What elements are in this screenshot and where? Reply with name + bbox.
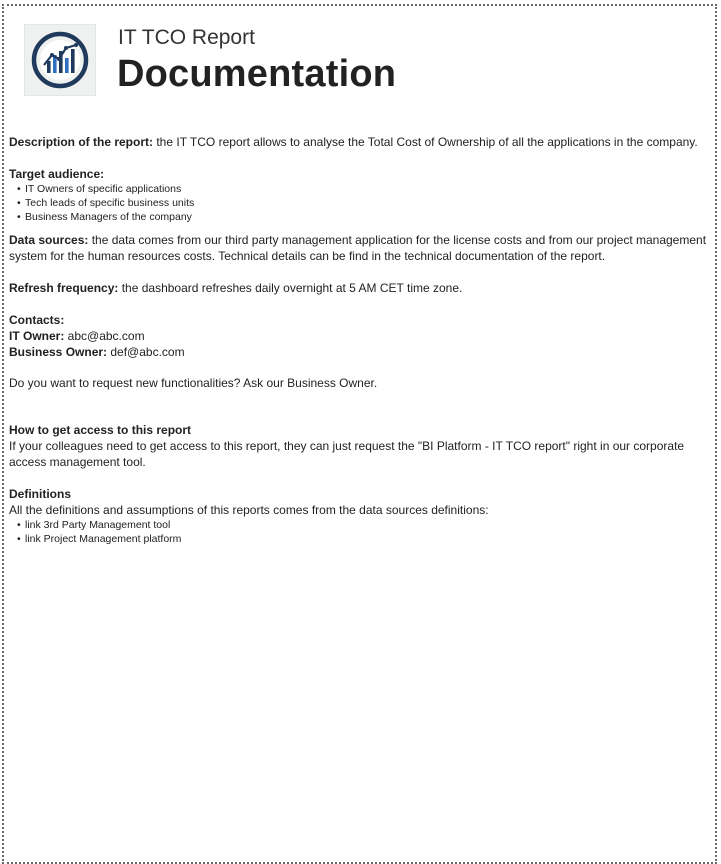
link-third-party-tool[interactable]: • link 3rd Party Management tool — [24, 518, 709, 532]
list-item: • Business Managers of the company — [24, 210, 709, 224]
data-sources-text: the data comes from our third party management application for the license costs and from our project management system for the human resources costs. Technical details can be find in the technical documentation of the report. — [9, 233, 707, 263]
definitions-heading-text: Definitions — [9, 487, 71, 501]
link-project-management[interactable]: • link Project Management platform — [24, 532, 709, 546]
definitions-links — [9, 518, 709, 546]
documentation-body — [9, 134, 709, 546]
business-owner-line — [9, 344, 709, 360]
access-heading-text: How to get access to this report — [9, 423, 192, 437]
page-title: Documentation — [117, 53, 397, 95]
refresh-label: Refresh frequency: — [9, 281, 119, 295]
contacts-label: Contacts: — [9, 313, 65, 327]
list-item: • IT Owners of specific applications — [24, 182, 709, 196]
description-label: Description of the report: — [9, 135, 154, 149]
target-audience-list — [9, 182, 709, 224]
it-owner-label: IT Owner: — [9, 329, 65, 343]
chart-logo-icon — [25, 25, 95, 95]
target-audience-label — [9, 166, 709, 182]
refresh-text: the dashboard refreshes daily overnight at 5 AM CET time zone. — [118, 281, 463, 295]
definitions-paragraph: All the definitions and assumptions of this reports comes from the data sources definitions: — [9, 503, 489, 517]
list-item: • Tech leads of specific business units — [24, 196, 709, 210]
definitions-heading — [9, 486, 709, 502]
it-owner-line — [9, 328, 709, 344]
contacts-heading — [9, 312, 709, 328]
report-subtitle: IT TCO Report — [118, 26, 255, 49]
access-heading — [9, 422, 709, 438]
description-paragraph — [9, 134, 709, 150]
description-text: the IT TCO report allows to analyse the Total Cost of Ownership of all the applications in the company. — [153, 135, 698, 149]
it-owner-email: abc@abc.com — [64, 329, 145, 343]
business-owner-label: Business Owner: — [9, 345, 108, 359]
refresh-paragraph — [9, 280, 709, 296]
data-sources-paragraph — [9, 232, 709, 264]
target-audience-heading: Target audience: — [9, 167, 105, 181]
request-paragraph: Do you want to request new functionalities? Ask our Business Owner. — [9, 376, 378, 390]
report-page — [2, 4, 717, 864]
business-owner-email: def@abc.com — [107, 345, 185, 359]
access-paragraph: If your colleagues need to get access to this report, they can just request the "BI Platform - IT TCO report" right in our corporate access management tool. — [9, 439, 685, 469]
data-sources-label: Data sources: — [9, 233, 89, 247]
report-logo — [24, 24, 96, 96]
